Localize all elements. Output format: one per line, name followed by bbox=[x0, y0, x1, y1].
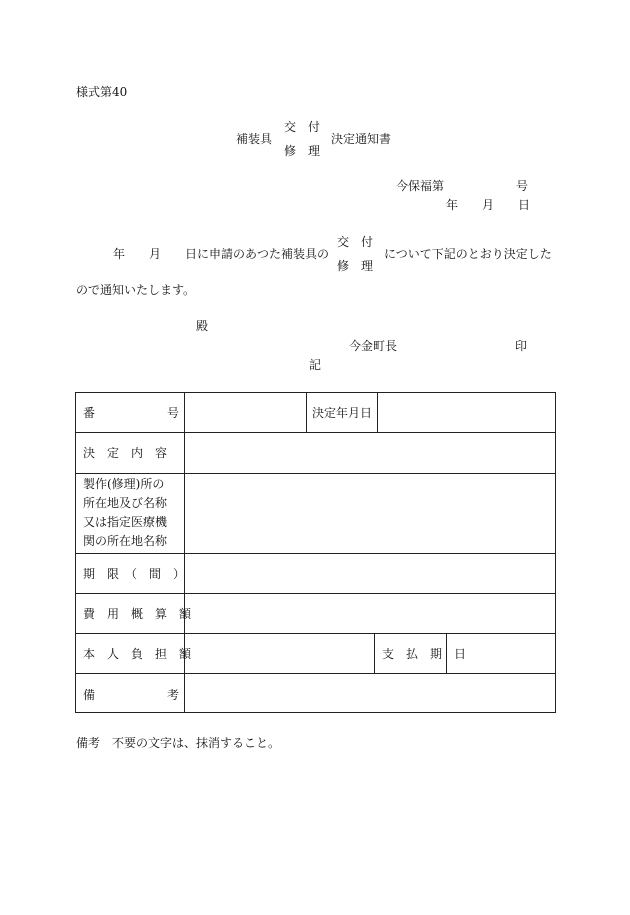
footnote: 備考 不要の文字は、抹消すること。 bbox=[76, 736, 281, 750]
body-text-line2: ので通知いたします。 bbox=[76, 283, 196, 297]
decision-table bbox=[75, 392, 556, 713]
label-estimated-cost: 費 用 概 算 額 bbox=[83, 607, 192, 621]
row-divider bbox=[76, 593, 555, 594]
label-period: 期 限 （ 間 ） bbox=[83, 567, 186, 581]
title-prefix: 補装具 bbox=[236, 132, 273, 146]
label-decision-date: 決定年月日 bbox=[312, 406, 373, 420]
label-manufacturer-line: 関の所在地名称 bbox=[83, 534, 168, 548]
form-number: 様式第40 bbox=[76, 85, 128, 99]
row-divider bbox=[76, 633, 555, 634]
row-divider bbox=[76, 432, 555, 433]
label-number: 番 号 bbox=[83, 406, 180, 420]
label-payment-date: 支 払 期 日 bbox=[382, 647, 467, 661]
ki-heading: 記 bbox=[309, 358, 322, 372]
reference-number: 今保福第 号 bbox=[396, 179, 529, 193]
row-divider bbox=[76, 673, 555, 674]
body-option-repair: 修 理 bbox=[337, 259, 374, 273]
label-remarks: 備 考 bbox=[83, 688, 180, 702]
column-divider bbox=[374, 633, 375, 673]
row-divider bbox=[76, 553, 555, 554]
body-option-issue: 交 付 bbox=[337, 235, 374, 249]
body-text-part1: 年 月 日に申請のあつた補装具の bbox=[113, 247, 330, 261]
title-option-issue: 交 付 bbox=[284, 120, 321, 134]
label-manufacturer-line: 所在地及び名称 bbox=[83, 496, 168, 510]
issue-date: 年 月 日 bbox=[446, 198, 531, 212]
row-divider bbox=[76, 473, 555, 474]
column-divider bbox=[306, 393, 307, 432]
body-text-part2: について下記のとおり決定した bbox=[384, 247, 552, 261]
label-self-pay: 本 人 負 担 額 bbox=[83, 647, 192, 661]
title-option-repair: 修 理 bbox=[284, 144, 321, 158]
issuer-title: 今金町長 bbox=[349, 339, 398, 353]
column-divider bbox=[377, 393, 378, 432]
label-manufacturer-line: 又は指定医療機 bbox=[83, 515, 168, 529]
label-manufacturer-line: 製作(修理)所の bbox=[83, 477, 165, 491]
addressee-honorific: 殿 bbox=[196, 319, 209, 333]
title-suffix: 決定通知書 bbox=[331, 132, 392, 146]
seal-mark: 印 bbox=[515, 339, 528, 353]
column-divider bbox=[184, 393, 185, 712]
label-manufacturer-block bbox=[83, 475, 179, 551]
label-decision-content: 決 定 内 容 bbox=[83, 446, 168, 460]
